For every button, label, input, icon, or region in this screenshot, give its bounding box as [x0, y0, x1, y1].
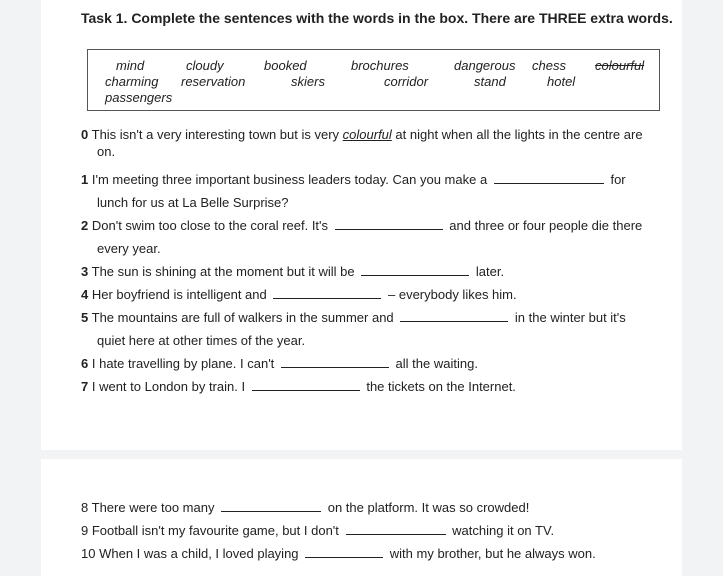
word-item: dangerous	[454, 58, 516, 73]
sentence-2: 2 Don't swim too close to the coral reef. It's and three or four people die there	[81, 218, 643, 233]
word-item-crossed: colourful	[595, 58, 645, 73]
sentence-9: 9 Football isn't my favourite game, but I don't watching it on TV.	[81, 523, 555, 538]
sentence-1: 1 I'm meeting three important business leaders today. Can you make a for	[81, 172, 626, 187]
word-item: skiers	[291, 74, 325, 89]
sentence-2-continued: every year.	[97, 241, 161, 256]
sentence-7: 7 I went to London by train. I the tickets on the Internet.	[81, 379, 516, 394]
task-card	[41, 0, 682, 450]
answer-blank-2[interactable]	[335, 219, 443, 230]
word-item: reservation	[181, 74, 246, 89]
answer-blank-6[interactable]	[281, 357, 389, 368]
answer-blank-4[interactable]	[273, 288, 381, 299]
example-answer: colourful	[342, 127, 392, 142]
sentence-0: 0 This isn't a very interesting town but is very colourful at night when all the lights in the centre are	[81, 127, 643, 142]
word-item: cloudy	[186, 58, 224, 73]
word-item: chess	[532, 58, 566, 73]
sentence-8: 8 There were too many on the platform. It was so crowded!	[81, 500, 530, 515]
answer-blank-8[interactable]	[221, 501, 321, 512]
sentence-5-continued: quiet here at other times of the year.	[97, 333, 306, 348]
answer-blank-9[interactable]	[346, 524, 446, 535]
word-item: corridor	[384, 74, 429, 89]
answer-blank-3[interactable]	[361, 265, 469, 276]
task-card-continued	[41, 459, 682, 576]
sentence-1-continued: lunch for us at La Belle Surprise?	[97, 195, 289, 210]
word-item: mind	[116, 58, 145, 73]
word-item: passengers	[105, 90, 173, 105]
sentence-0-continued: on.	[97, 144, 116, 159]
sentence-10: 10 When I was a child, I loved playing with my brother, but he always won.	[81, 546, 596, 561]
word-item: stand	[474, 74, 506, 89]
answer-blank-5[interactable]	[400, 311, 508, 322]
word-item: brochures	[351, 58, 409, 73]
answer-blank-1[interactable]	[494, 173, 604, 184]
sentence-6: 6 I hate travelling by plane. I can't all the waiting.	[81, 356, 478, 371]
sentence-3: 3 The sun is shining at the moment but it will be later.	[81, 264, 505, 279]
task-title: Task 1. Complete the sentences with the words in the box. There are THREE extra words.	[81, 10, 673, 26]
word-item: booked	[264, 58, 307, 73]
word-item: hotel	[547, 74, 576, 89]
answer-blank-7[interactable]	[252, 380, 360, 391]
word-item: charming	[105, 74, 159, 89]
sentence-4: 4 Her boyfriend is intelligent and – everybody likes him.	[81, 287, 517, 302]
word-box	[87, 49, 660, 111]
answer-blank-10[interactable]	[305, 547, 383, 558]
sentence-5: 5 The mountains are full of walkers in the summer and in the winter but it's	[81, 310, 626, 325]
